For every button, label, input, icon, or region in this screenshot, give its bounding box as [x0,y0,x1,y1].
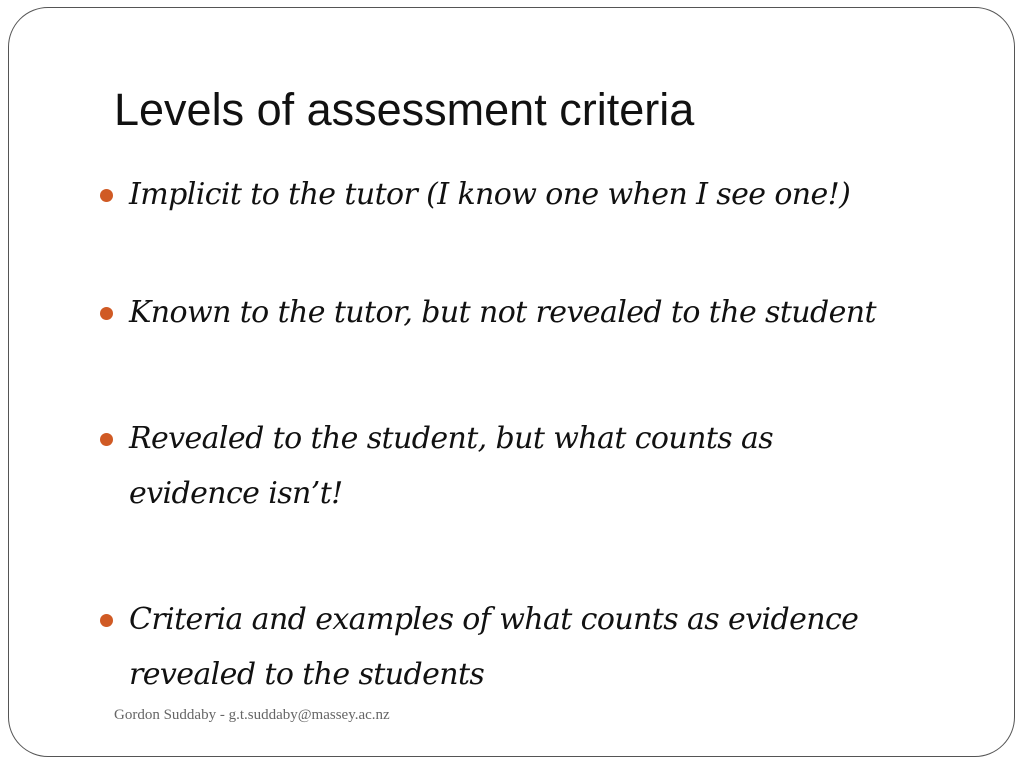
bullet-text: Known to the tutor, but not revealed to the student [129,295,876,330]
slide-footer: Gordon Suddaby - g.t.suddaby@massey.ac.nz [114,707,390,723]
bullet-item [100,167,900,222]
bullet-dot-icon [100,189,113,202]
slide-title: Levels of assessment criteria [114,84,695,135]
bullet-text: Implicit to the tutor (I know one when I see one!) [129,177,851,212]
bullet-text: Criteria and examples of what counts as evidence revealed to the students [129,602,859,692]
bullet-item [100,411,900,521]
bullet-item [100,285,900,340]
bullet-dot-icon [100,614,113,627]
bullet-item [100,592,900,702]
bullet-dot-icon [100,307,113,320]
bullet-dot-icon [100,433,113,446]
bullet-text: Revealed to the student, but what counts as evidence isn’t! [129,421,774,511]
